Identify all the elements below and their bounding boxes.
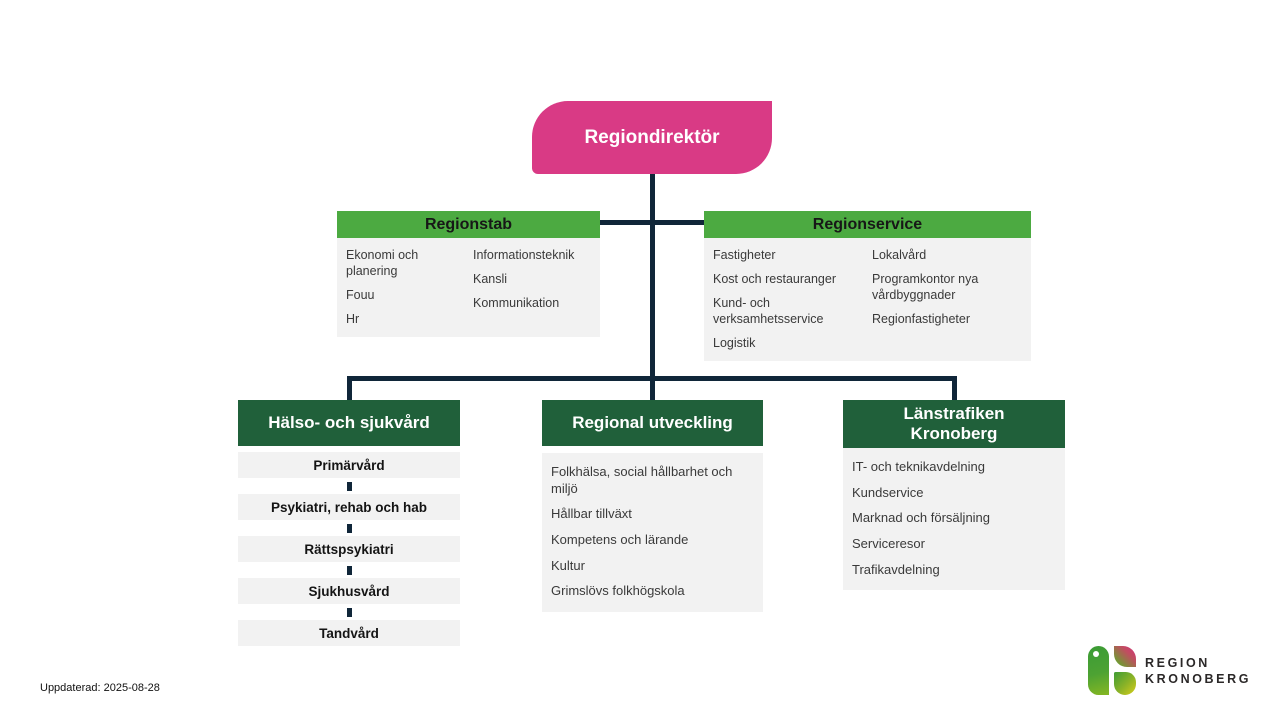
staff-item: Kund- och verksamhetsservice	[713, 296, 824, 326]
division-item: Kompetens och lärande	[551, 531, 689, 547]
sub-unit-box: Sjukhusvård	[238, 578, 460, 604]
staff-item: Logistik	[713, 336, 756, 350]
logo-dot-icon	[1093, 651, 1099, 657]
logo-wordmark	[1145, 655, 1251, 687]
staff-header-regionservice: Regionservice	[704, 211, 1031, 238]
staff-column	[346, 247, 465, 335]
connector-horizontal-staff	[600, 220, 704, 225]
division-item: Folkhälsa, social hållbarhet och miljö	[551, 464, 733, 496]
region-kronoberg-logo	[1088, 646, 1251, 695]
sub-unit-box: Psykiatri, rehab och hab	[238, 494, 460, 520]
division-item: Serviceresor	[852, 535, 925, 551]
connector-dash	[347, 482, 352, 491]
staff-box-regionservice	[704, 211, 1031, 361]
division-item: Grimslövs folkhögskola	[551, 583, 685, 599]
logo-line2: KRONOBERG	[1145, 671, 1252, 686]
staff-header-regionstab: Regionstab	[337, 211, 600, 238]
connector-gap	[238, 604, 460, 620]
logo-leaf-left-icon	[1088, 646, 1109, 695]
sub-unit-box: Tandvård	[238, 620, 460, 646]
staff-item: Lokalvård	[872, 248, 927, 262]
logo-line1: REGION	[1145, 655, 1210, 670]
updated-date-label: Uppdaterad: 2025-08-28	[40, 682, 160, 694]
division-header: Hälso- och sjukvård	[238, 400, 460, 446]
logo-leaf-bottomright-icon	[1114, 672, 1136, 695]
division-header: Länstrafiken Kronoberg	[843, 400, 1065, 448]
logo-leaf-topright-icon	[1114, 646, 1136, 667]
connector-horizontal-divisions	[347, 376, 957, 381]
staff-item: Fouu	[346, 288, 375, 302]
root-box-regiondirektor	[532, 101, 772, 174]
connector-gap	[238, 520, 460, 536]
staff-item: Kommunikation	[473, 296, 560, 310]
connector-vertical-main	[650, 174, 655, 400]
division-header: Regional utveckling	[542, 400, 763, 446]
division-lanstrafiken-kronoberg	[843, 400, 1065, 590]
division-list	[843, 448, 1065, 590]
root-box-label: Regiondirektör	[584, 126, 720, 148]
staff-item: Regionfastigheter	[872, 312, 970, 326]
staff-box-regionstab	[337, 211, 600, 337]
division-item: IT- och teknikavdelning	[852, 459, 985, 474]
staff-list-regionservice	[704, 238, 1031, 361]
staff-item: Informationsteknik	[473, 248, 575, 262]
sub-unit-box: Rättspsykiatri	[238, 536, 460, 562]
connector-gap	[238, 478, 460, 494]
division-item: Trafikavdelning	[852, 561, 940, 577]
division-item: Marknad och försäljning	[852, 510, 991, 526]
division-item: Hållbar tillväxt	[551, 506, 632, 522]
connector-gap	[238, 562, 460, 578]
connector-drop-right	[952, 376, 957, 400]
staff-item: Ekonomi och planering	[346, 248, 419, 278]
staff-column	[872, 247, 1023, 359]
staff-item: Fastigheter	[713, 248, 776, 262]
division-item: Kundservice	[852, 484, 924, 500]
staff-item: Programkontor nya vårdbyggnader	[872, 272, 979, 302]
connector-dash	[347, 524, 352, 533]
division-regional-utveckling	[542, 400, 763, 612]
staff-column	[713, 247, 864, 359]
staff-item: Kost och restauranger	[713, 272, 836, 286]
connector-dash	[347, 566, 352, 575]
connector-dash	[347, 608, 352, 617]
connector-drop-left	[347, 376, 352, 400]
division-halso-och-sjukvard	[238, 400, 460, 646]
staff-item: Kansli	[473, 272, 508, 286]
staff-list-regionstab	[337, 238, 600, 337]
sub-unit-box: Primärvård	[238, 452, 460, 478]
division-list	[542, 453, 763, 612]
staff-item: Hr	[346, 312, 360, 326]
region-kronoberg-logo-icon	[1088, 646, 1136, 695]
division-item: Kultur	[551, 557, 585, 573]
staff-column	[473, 247, 592, 335]
